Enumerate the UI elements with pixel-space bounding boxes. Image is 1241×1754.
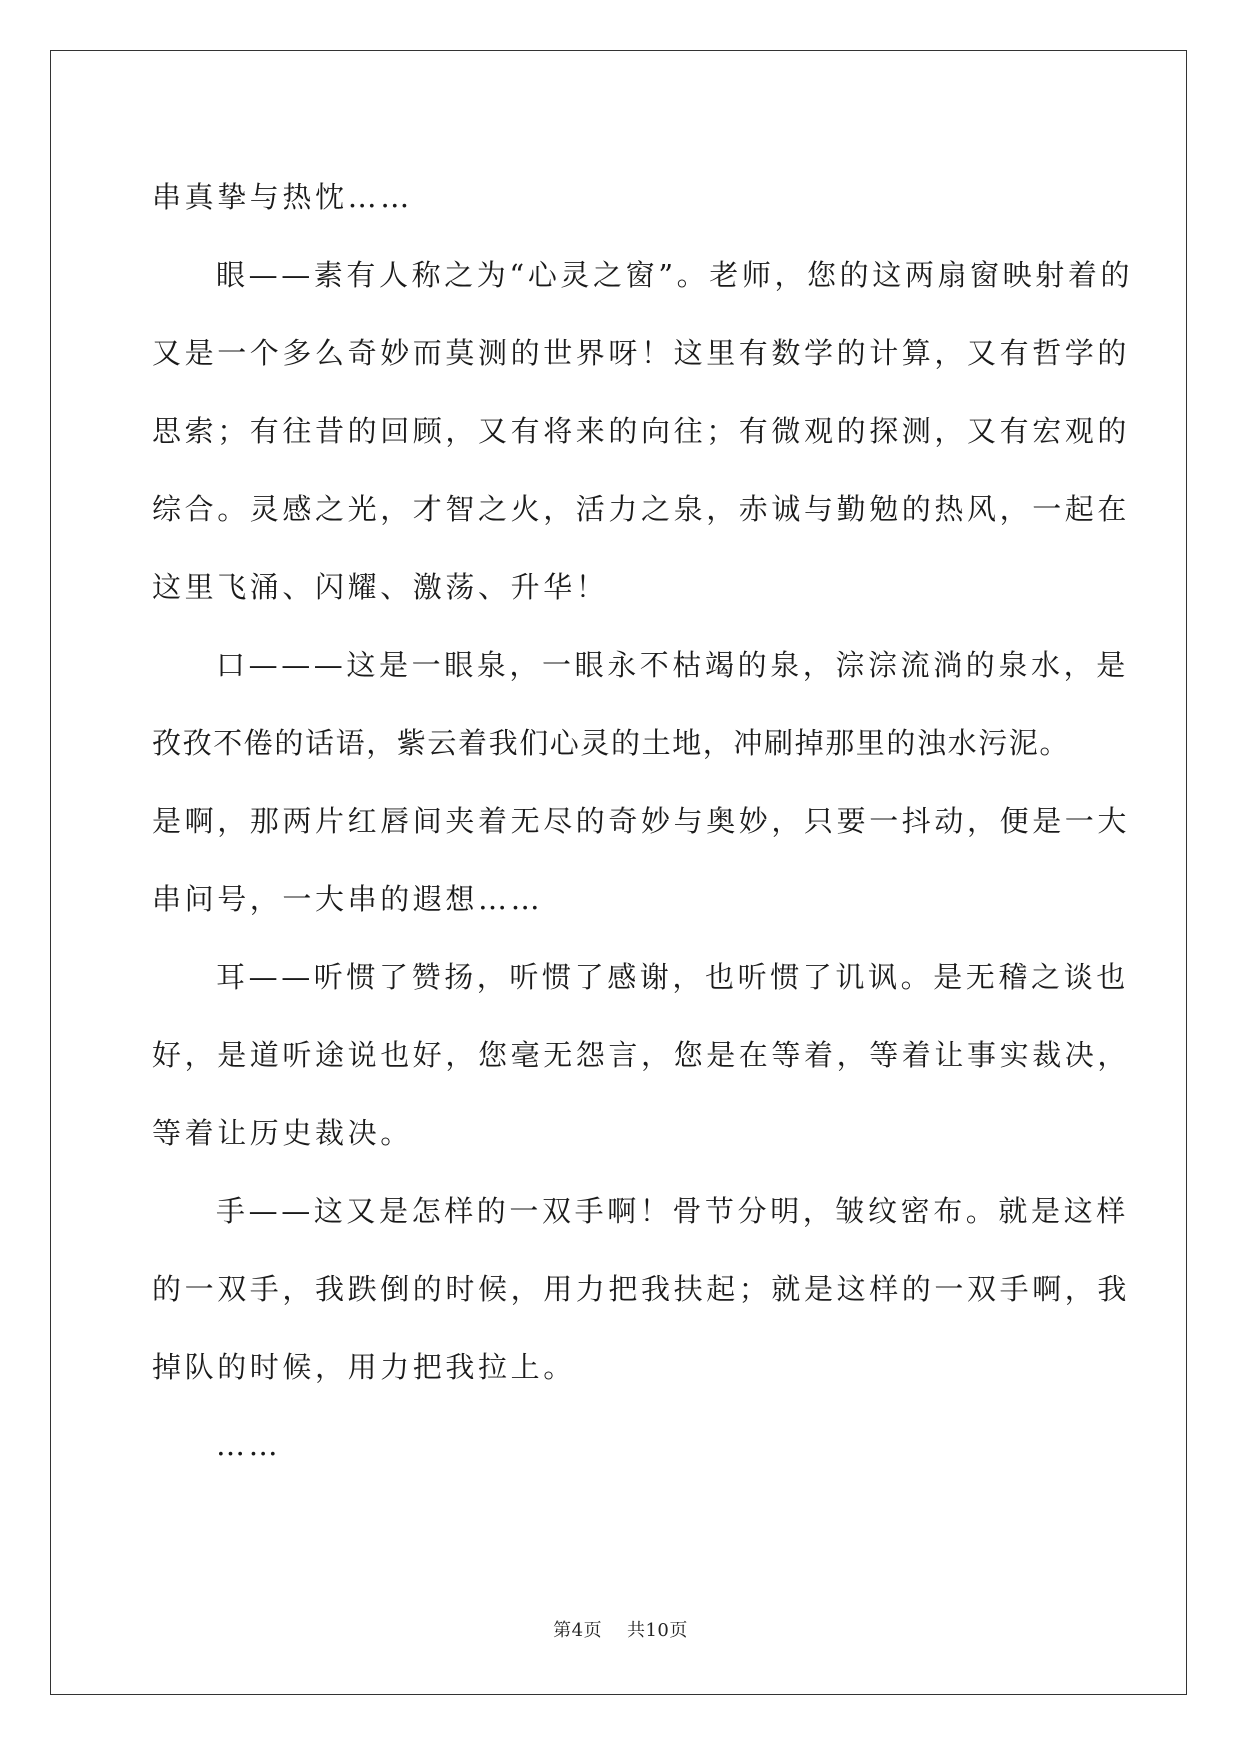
page-footer (0, 1616, 1241, 1642)
text-line: 的一双手，我跌倒的时候，用力把我扶起；就是这样的一双手啊，我 (152, 1272, 1131, 1306)
text-line: 又是一个多么奇妙而莫测的世界呀！这里有数学的计算，又有哲学的 (152, 336, 1131, 370)
text-line: 孜孜不倦的话语，紫云着我们心灵的土地，冲刷掉那里的浊水污泥。 (152, 726, 1071, 760)
text-line: 思索；有往昔的回顾，又有将来的向往；有微观的探测，又有宏观的 (152, 414, 1131, 448)
text-line: 综合。灵感之光，才智之火，活力之泉，赤诚与勤勉的热风，一起在 (152, 492, 1131, 526)
text-line: 好，是道听途说也好，您毫无怨言，您是在等着，等着让事实裁决， (152, 1038, 1131, 1072)
page-number: 第4页 (553, 1620, 603, 1641)
paragraph-mouth-line: 口———这是一眼泉，一眼永不枯竭的泉，淙淙流淌的泉水，是 (216, 648, 1129, 682)
page-total: 共10页 (626, 1620, 688, 1641)
text-line: 是啊，那两片红唇间夹着无尽的奇妙与奥妙，只要一抖动，便是一大 (152, 804, 1131, 838)
text-line: 等着让历史裁决。 (152, 1116, 413, 1150)
ellipsis-line: …… (216, 1428, 282, 1462)
document-body (152, 158, 1134, 1484)
text-line: 串真挚与热忱…… (152, 180, 413, 214)
text-line: 这里飞涌、闪耀、激荡、升华！ (152, 570, 609, 604)
paragraph-ears-line: 耳——听惯了赞扬，听惯了感谢，也听惯了讥讽。是无稽之谈也 (216, 960, 1129, 994)
text-line: 掉队的时候，用力把我拉上。 (152, 1350, 576, 1384)
paragraph-eyes-line: 眼——素有人称之为“心灵之窗”。老师，您的这两扇窗映射着的 (216, 258, 1134, 292)
text-line: 串问号，一大串的遐想…… (152, 882, 544, 916)
paragraph-hands-line: 手——这又是怎样的一双手啊！骨节分明，皱纹密布。就是这样 (216, 1194, 1129, 1228)
